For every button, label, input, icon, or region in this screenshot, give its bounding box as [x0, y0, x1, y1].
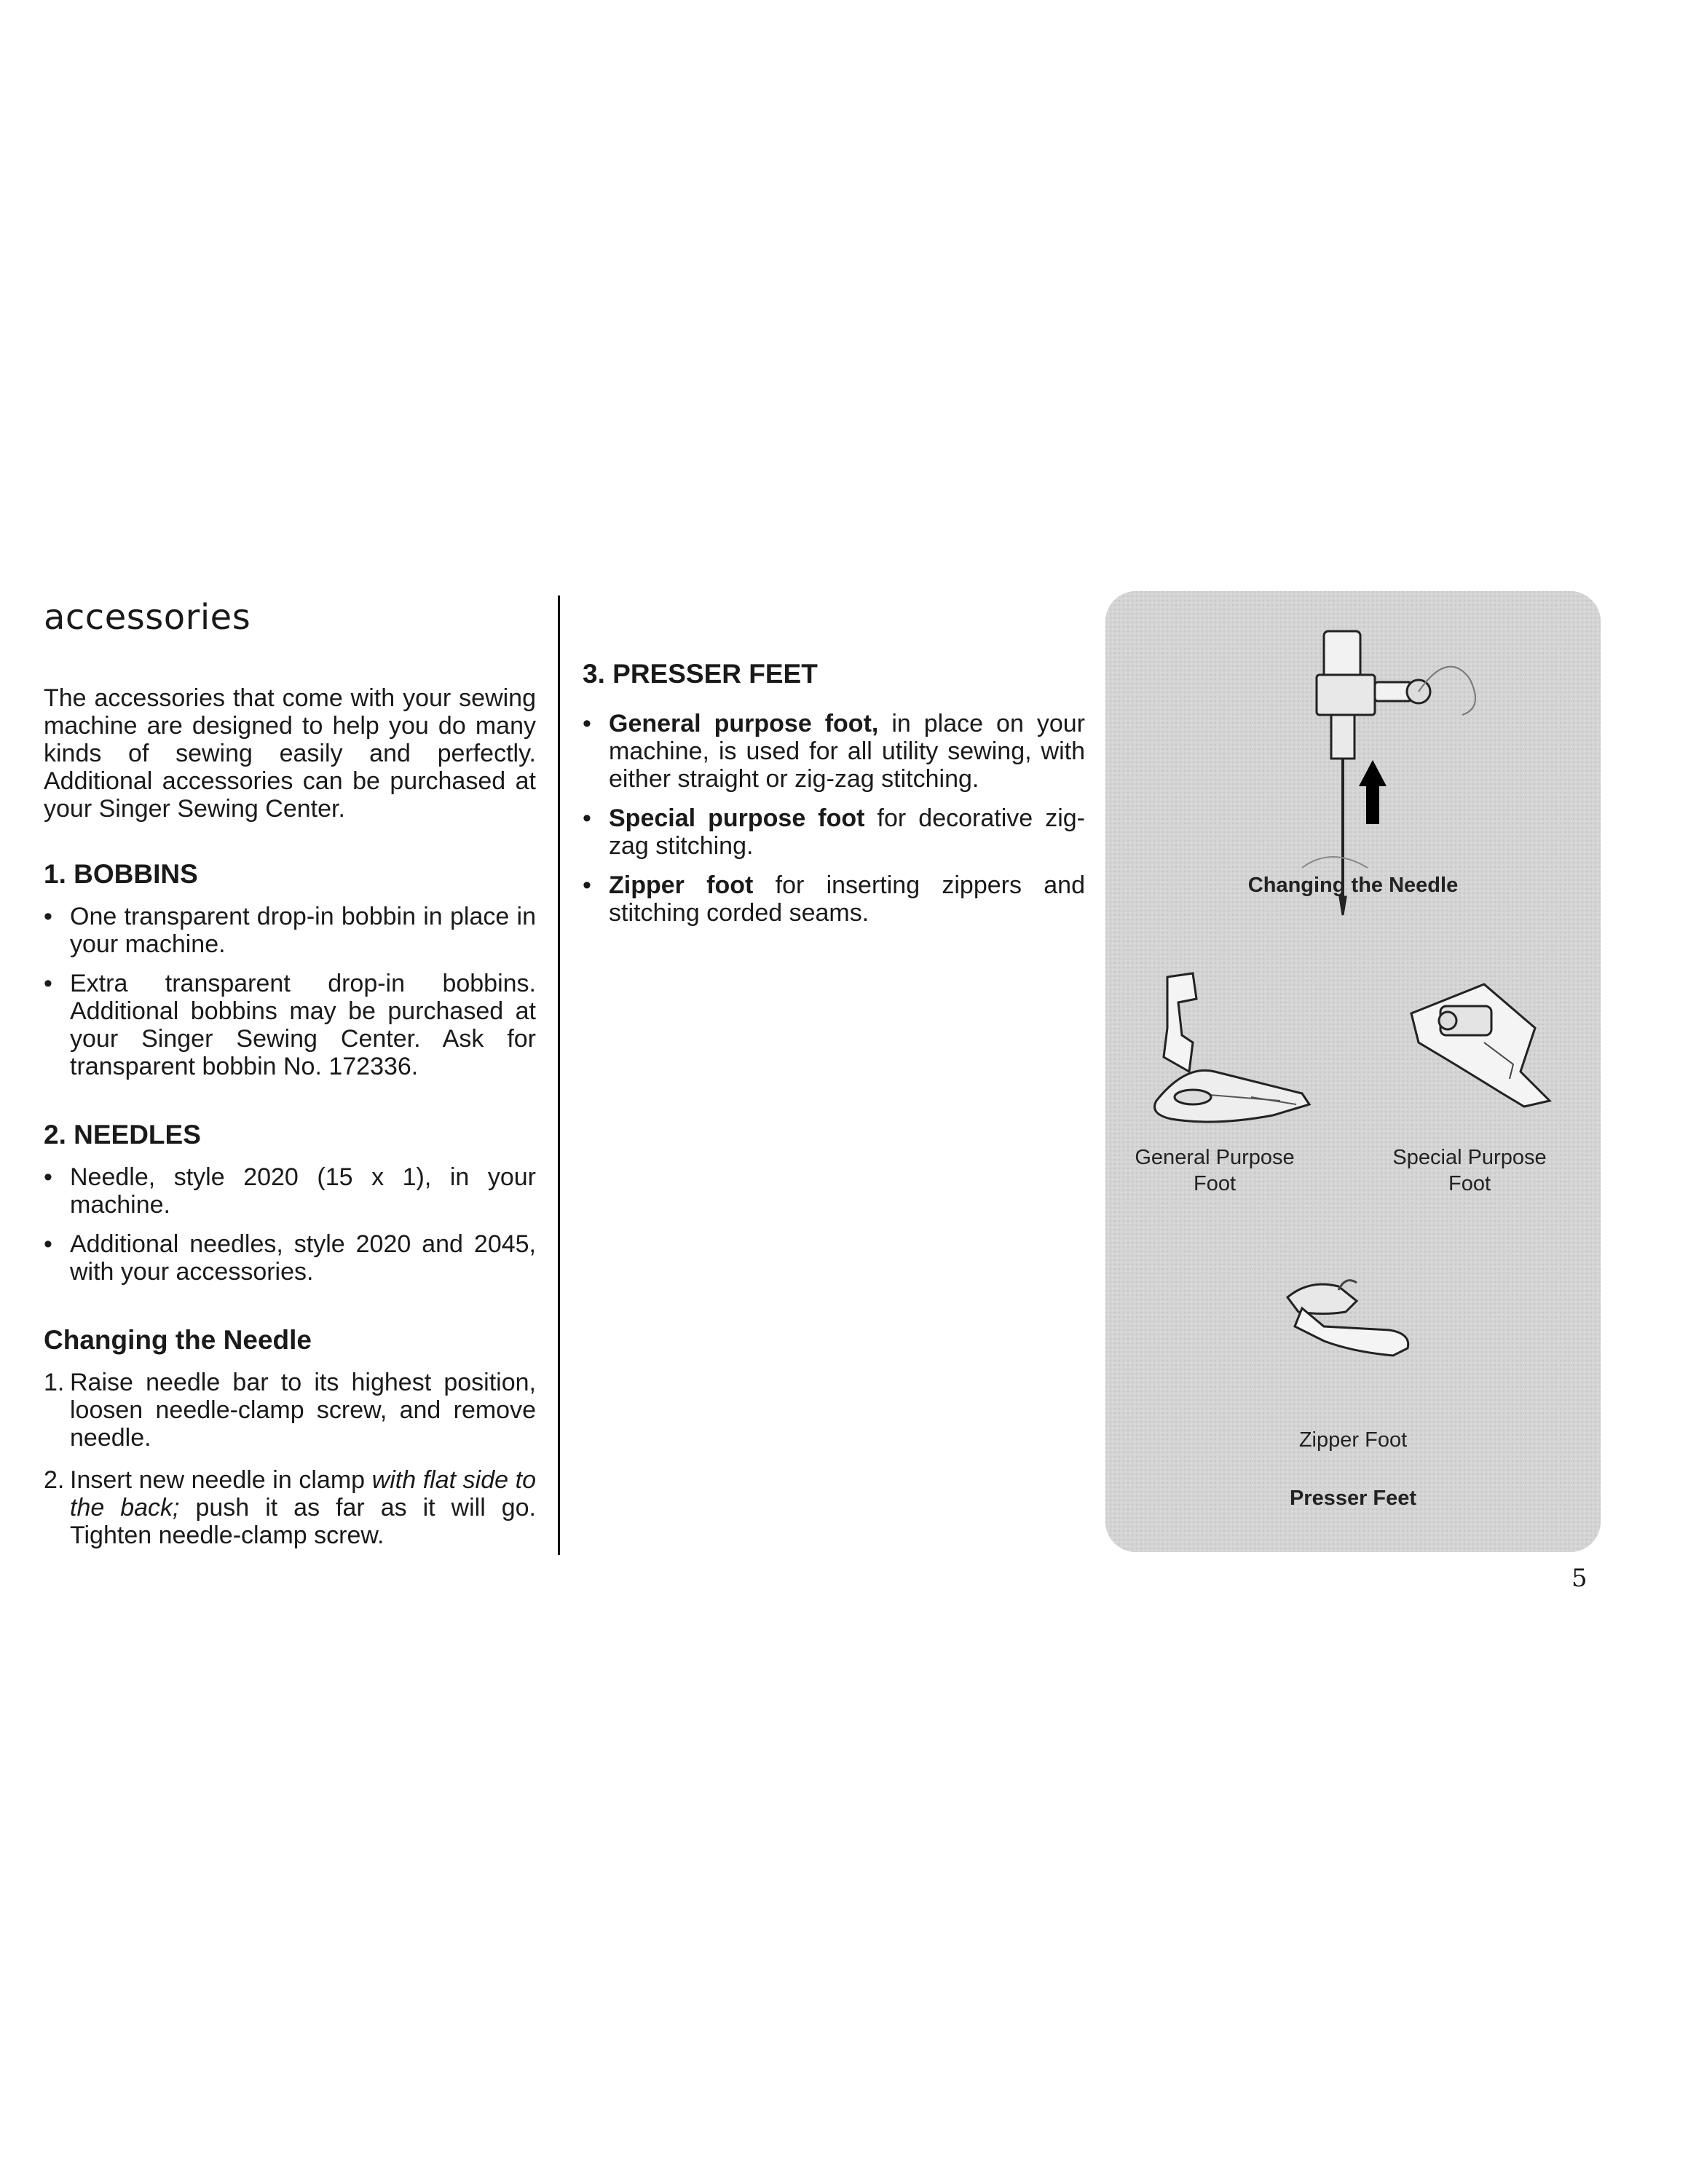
illustration-panel: [1105, 591, 1601, 1552]
step-text: Insert new needle in clamp: [70, 1466, 372, 1494]
caption-presser-feet: Presser Feet: [1289, 1487, 1417, 1510]
step-item: [44, 1466, 536, 1549]
step-text-italic: with flat side to the back;: [70, 1466, 536, 1522]
left-column: [44, 597, 536, 1564]
list-item: • One transparent drop-in bobbin in place in your machine.: [44, 903, 536, 958]
list-item: • Additional needles, style 2020 and 2045, with your accessories.: [44, 1230, 536, 1286]
needles-heading: 2. NEEDLES: [44, 1120, 201, 1150]
bobbins-list: [44, 903, 536, 1080]
list-item: [583, 804, 1085, 860]
item-term: Zipper foot: [609, 871, 754, 899]
bobbins-heading: 1. BOBBINS: [44, 859, 198, 889]
caption-general-purpose-foot: General Purpose Foot: [1135, 1146, 1295, 1195]
item-term: Special purpose foot: [609, 804, 865, 832]
caption-zipper-foot: Zipper Foot: [1298, 1428, 1408, 1452]
step-number: 1.: [44, 1369, 65, 1396]
intro-paragraph: The accessories that come with your sewing machine are designed to help you do many kinds of sewing easily and perfectly. Additional accessories can be purchased at your Singer Sewing Center.: [44, 684, 536, 823]
presser-feet-heading: 3. PRESSER FEET: [583, 659, 818, 689]
item-text: for decorative zig-zag stitching.: [609, 804, 1086, 860]
list-item: • Extra transparent drop-in bobbins. Additional bobbins may be purchased at your Singer Sewing Center. Ask for transparent bobbin No. 172336.: [44, 970, 536, 1080]
caption-special-purpose-foot: Special Purpose Foot: [1392, 1146, 1547, 1195]
changing-needle-heading: Changing the Needle: [44, 1325, 312, 1355]
illustration-drawing: [1105, 591, 1601, 1552]
page-number: 5: [1571, 1564, 1588, 1593]
needles-list: [44, 1163, 536, 1286]
list-item: • Needle, style 2020 (15 x 1), in your machine.: [44, 1163, 536, 1219]
page-title: accessories: [44, 597, 251, 638]
presser-feet-list: [583, 710, 1085, 927]
item-term: General purpose foot,: [609, 710, 879, 737]
middle-column: [583, 659, 1085, 966]
column-divider: [558, 596, 560, 1555]
item-text: in place on your machine, is used for all utility sewing, with either straight or zig-zag stitching.: [609, 710, 1085, 793]
list-item: [583, 871, 1085, 927]
list-item: [583, 710, 1085, 793]
step-number: 2.: [44, 1466, 65, 1494]
step-text: push it as far as it will go. Tighten needle-clamp screw.: [70, 1494, 536, 1549]
item-text: for inserting zippers and stitching corded seams.: [609, 871, 1085, 927]
caption-changing-needle: Changing the Needle: [1247, 874, 1459, 897]
step-item: [44, 1369, 536, 1452]
step-text: Raise needle bar to its highest position, loosen needle-clamp screw, and remove needle.: [70, 1369, 536, 1452]
changing-needle-steps: [44, 1369, 536, 1549]
